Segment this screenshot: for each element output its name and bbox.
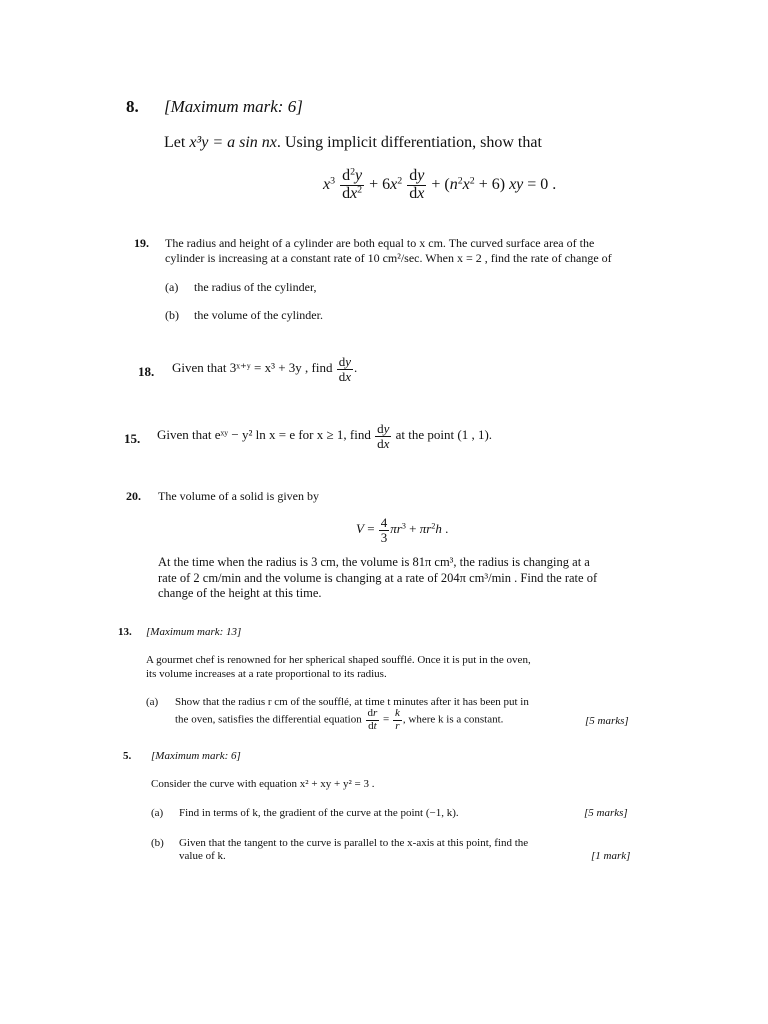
question-intro: Consider the curve with equation x² + xy + y² = 3 .: [151, 778, 375, 790]
inline-equation: 3ˣ⁺ʸ = x³ + 3y , find: [229, 360, 333, 376]
max-mark-header: [Maximum mark: 6]: [151, 750, 241, 762]
question-number: 13.: [118, 626, 132, 638]
question-text: Given that 3ˣ⁺ʸ = x³ + 3y , find $\frac{dy}{dx}$ .: [172, 354, 358, 384]
question-number: 19.: [134, 236, 149, 250]
derivative-fraction: $\frac{dr}{dt}$: [367, 707, 378, 732]
question-intro-line: its volume increases at a rate proportional to its radius.: [146, 668, 387, 680]
question-intro-line: A gourmet chef is renowned for her spherical shaped soufflé. Once it is put in the oven,: [146, 654, 531, 666]
question-text-line: At the time when the radius is 3 cm, the volume is 81π cm³, the radius is changing at a: [158, 555, 590, 569]
question-intro: The volume of a solid is given by: [158, 489, 319, 503]
part-text: the volume of the cylinder.: [194, 308, 323, 322]
part-text-line: value of k.: [179, 850, 226, 862]
part-text-line: Show that the radius r cm of the soufflé, at time t minutes after it has been put in: [175, 696, 529, 708]
question-number: 8.: [126, 97, 139, 116]
question-text-line: cylinder is increasing at a constant rate of 10 cm²/sec. When x = 2 , find the rate of change of: [165, 251, 612, 265]
part-text: Find in terms of k, the gradient of the curve at the point (−1, k).: [179, 807, 459, 819]
question-text-line: rate of 2 cm/min and the volume is changing at a rate of 204π cm³/min . Find the rate of: [158, 571, 598, 585]
question-number: 18.: [138, 364, 155, 379]
marks-label: [1 mark]: [591, 850, 631, 862]
part-label: (b): [151, 837, 164, 849]
part-label: (a): [151, 807, 164, 819]
inline-equation: eˣʸ − y² ln x = e for x ≥ 1, find: [214, 427, 371, 443]
derivative-fraction: $\frac{dy}{dx}$: [377, 421, 390, 451]
max-mark-header: [Maximum mark: 13]: [146, 626, 242, 638]
question-text-line: change of the height at this time.: [158, 586, 322, 600]
part-text-line: Given that the tangent to the curve is parallel to the x-axis at this point, find the: [179, 837, 529, 849]
question-number: 20.: [126, 489, 141, 503]
display-equation: $x^3$ $\frac{d^2y}{dx^2}$ + $6x^2$ $\frac{dy}{dx}$ + $(n^2x^2 + 6)$ xy = 0 .: [323, 166, 557, 202]
derivative-fraction: $\frac{dy}{dx}$: [338, 354, 352, 384]
question-text-line: The radius and height of a cylinder are both equal to x cm. The curved surface area of the: [165, 236, 595, 250]
part-text-line: the oven, satisfies the differential equation $\frac{dr}{dt}$ = $\frac{k}{r}$ , where k is a constant.: [175, 707, 504, 732]
constant-fraction: $\frac{k}{r}$: [395, 707, 400, 732]
marks-label: [5 marks]: [585, 715, 629, 727]
display-equation: V = $\frac{4}{3}$ $\pi r^3 + \pi r^2h$ .: [356, 515, 449, 545]
question-intro: Let x³y = a sin nx. Using implicit differentiation, show that: [164, 134, 542, 151]
max-mark-header: [Maximum mark: 6]: [164, 97, 303, 116]
part-label: (a): [165, 280, 179, 294]
part-label: (a): [146, 696, 159, 708]
question-number: 5.: [123, 750, 132, 762]
question-number: 15.: [124, 431, 141, 446]
question-text: Given that eˣʸ − y² ln x = e for x ≥ 1, find $\frac{dy}{dx}$ at the point (1 , 1).: [157, 421, 493, 451]
inline-equation: x³y = a sin nx: [189, 134, 277, 151]
marks-label: [5 marks]: [584, 807, 628, 819]
part-label: (b): [165, 308, 179, 322]
part-text: the radius of the cylinder,: [194, 280, 317, 294]
